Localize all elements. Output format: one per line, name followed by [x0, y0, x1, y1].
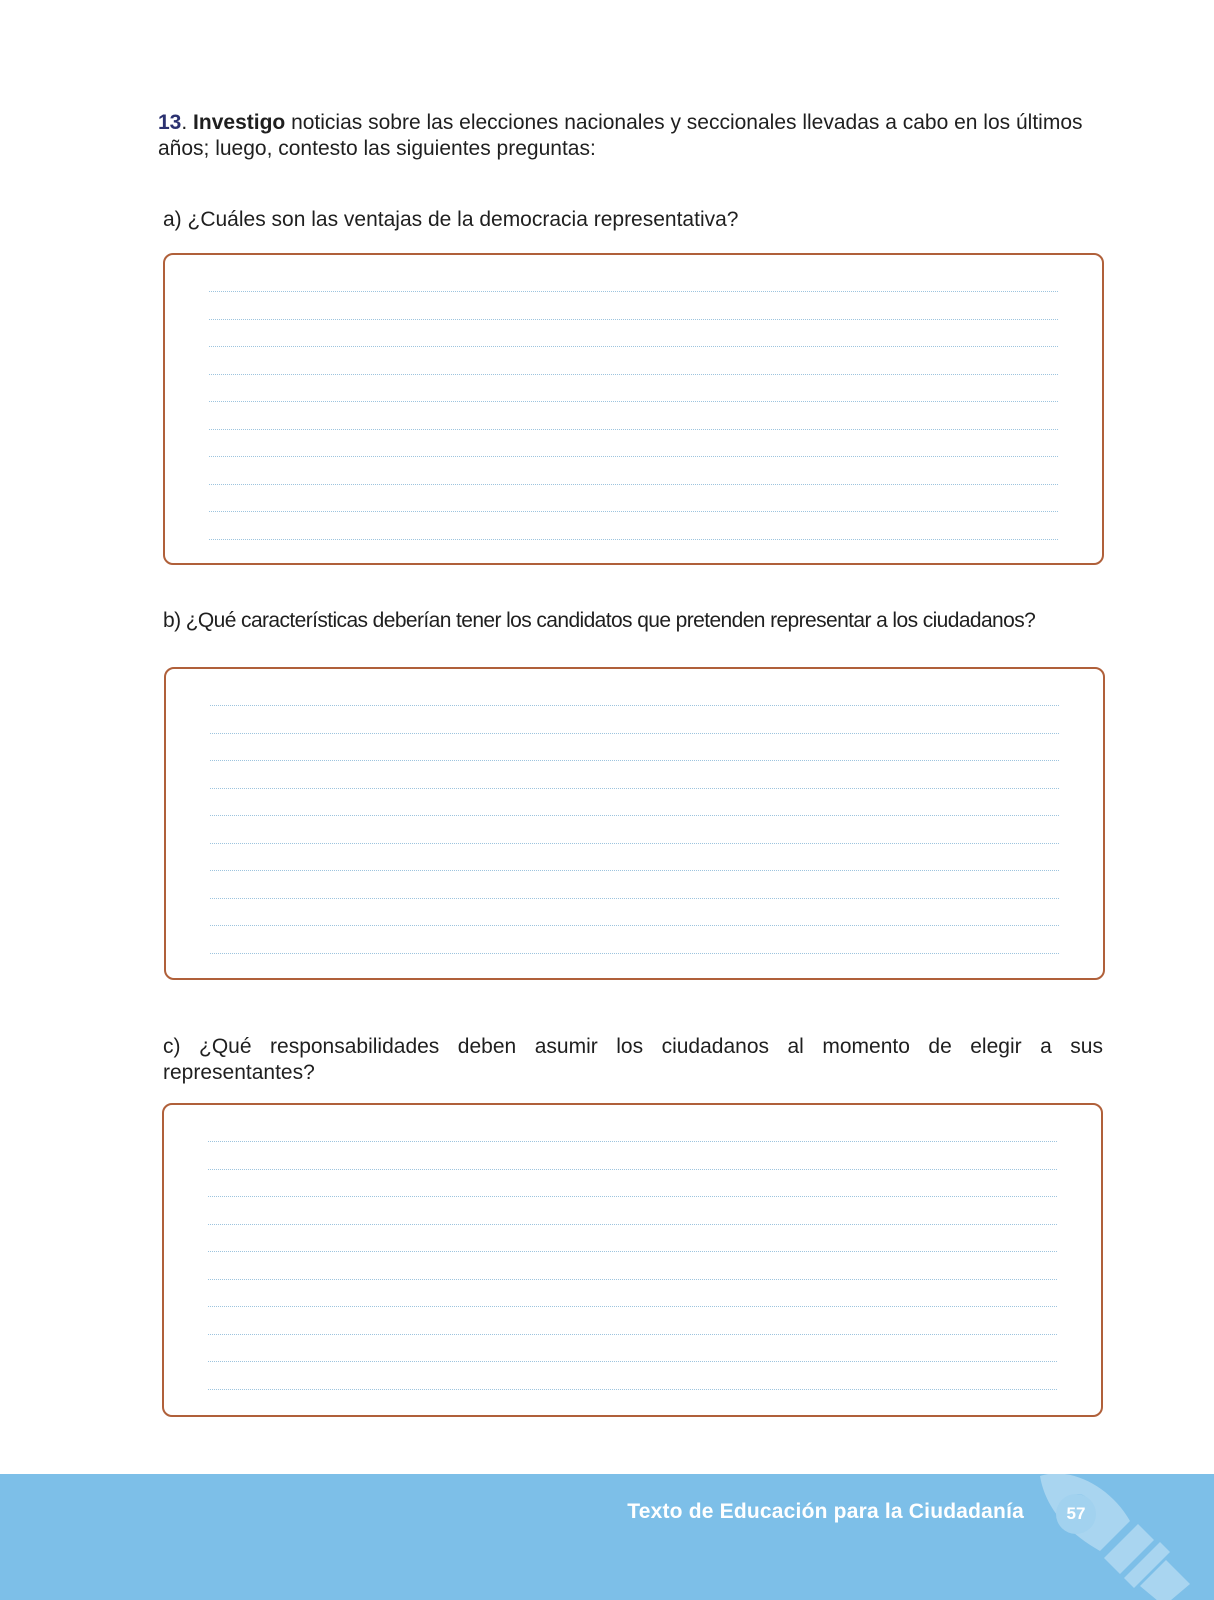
writing-line: [208, 1224, 1057, 1225]
writing-line: [209, 484, 1058, 485]
footer-title: Texto de Educación para la Ciudadanía: [627, 1500, 1024, 1523]
page-number-badge: [1056, 1494, 1096, 1534]
writing-line: [209, 539, 1058, 540]
writing-line: [210, 953, 1059, 954]
writing-line: [208, 1334, 1057, 1335]
writing-line: [210, 733, 1059, 734]
writing-line: [210, 843, 1059, 844]
answer-box-b[interactable]: [164, 667, 1105, 980]
rocket-icon: [1020, 1474, 1214, 1600]
writing-line: [208, 1169, 1057, 1170]
writing-line: [210, 925, 1059, 926]
activity-number-separator: .: [181, 111, 188, 134]
writing-line: [210, 870, 1059, 871]
writing-line: [208, 1196, 1057, 1197]
writing-line: [209, 291, 1058, 292]
activity-verb: Investigo: [193, 111, 286, 134]
writing-line: [208, 1389, 1057, 1390]
activity-number: 13: [158, 111, 182, 134]
writing-line: [208, 1141, 1057, 1142]
question-c: c) ¿Qué responsabilidades deben asumir los ciudadanos al momento de elegir a sus representantes?: [163, 1035, 1103, 1084]
writing-line: [209, 374, 1058, 375]
writing-line: [210, 815, 1059, 816]
writing-line: [210, 760, 1059, 761]
answer-box-c[interactable]: [162, 1103, 1103, 1417]
writing-line: [210, 898, 1059, 899]
writing-line: [208, 1306, 1057, 1307]
writing-line: [209, 429, 1058, 430]
question-a: a) ¿Cuáles son las ventajas de la democracia representativa?: [163, 208, 739, 231]
page-footer: [0, 1474, 1214, 1600]
writing-line: [209, 401, 1058, 402]
writing-line: [208, 1279, 1057, 1280]
question-b: b) ¿Qué características deberían tener los candidatos que pretenden representar a los ciudadanos?: [163, 609, 1036, 632]
writing-line: [209, 319, 1058, 320]
page-number: 57: [1066, 1504, 1086, 1523]
writing-line: [208, 1361, 1057, 1362]
writing-line: [208, 1251, 1057, 1252]
activity-instruction: [158, 110, 1098, 162]
writing-line: [210, 788, 1059, 789]
activity-instruction-text: noticias sobre las elecciones nacionales y seccionales llevadas a cabo en los últimos años; luego, contesto las siguientes preguntas:: [158, 111, 1083, 160]
writing-line: [209, 456, 1058, 457]
writing-line: [210, 705, 1059, 706]
answer-box-a[interactable]: [163, 253, 1104, 565]
writing-line: [209, 346, 1058, 347]
writing-line: [209, 511, 1058, 512]
